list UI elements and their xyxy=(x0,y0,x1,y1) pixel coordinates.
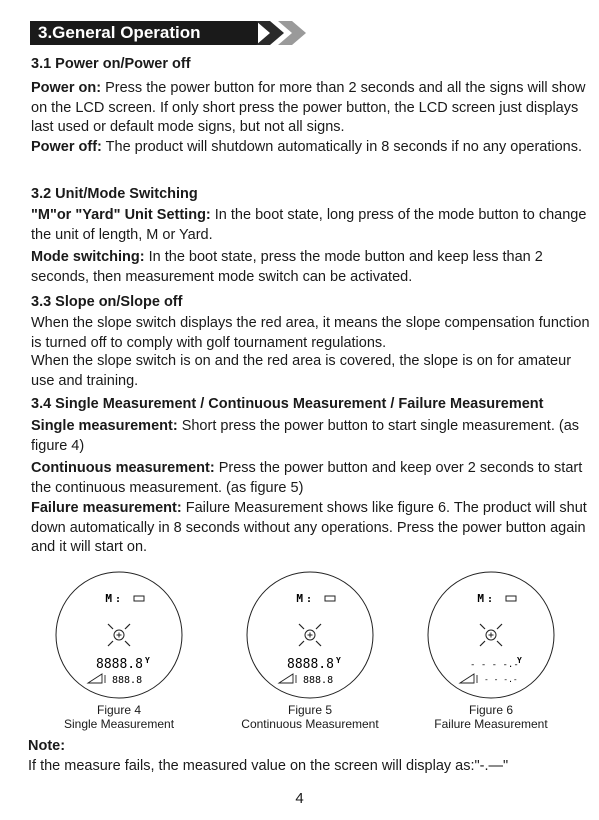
page-number: 4 xyxy=(295,790,304,807)
slope-on-paragraph: When the slope switch is on and the red area is covered, the slope is on for amateur use and training. xyxy=(31,353,572,389)
svg-text::: : xyxy=(487,594,494,605)
figure-6-display xyxy=(426,570,556,700)
section-title: 3.General Operation xyxy=(38,23,201,42)
crosshair-icon xyxy=(108,624,130,646)
note-label: Note: xyxy=(28,738,66,754)
power-on-paragraph xyxy=(31,79,591,138)
battery-icon xyxy=(134,596,144,601)
unit-setting-text: In the boot state, long press of the mode button to change the unit of length, M or Yard. xyxy=(31,207,587,243)
continuous-measurement-paragraph xyxy=(31,459,591,498)
mode-indicator: M xyxy=(477,592,484,605)
heading-unit-mode: 3.2 Unit/Mode Switching xyxy=(31,186,198,202)
failure-measurement-paragraph xyxy=(31,499,591,558)
single-measurement-text: Short press the power button to start single measurement. (as figure 4) xyxy=(31,418,580,454)
chevron-arrows-icon xyxy=(256,21,326,45)
figure-5-caption xyxy=(235,703,385,731)
unit-indicator: Y xyxy=(517,656,522,665)
battery-icon xyxy=(506,596,516,601)
power-off-paragraph xyxy=(31,138,591,158)
sub-readout: 888.8 xyxy=(112,675,143,686)
failure-measurement-text: Failure Measurement shows like figure 6. The product will shut down automatically in 8 seconds without any operations. Press the power button again and it will start on. xyxy=(31,500,587,555)
mode-switching-text: In the boot state, press the mode button and keep less than 2 seconds, then measurement mode switch can be activated. xyxy=(31,249,543,285)
power-off-text: The product will shutdown automatically in 8 seconds if no any operations. xyxy=(101,139,583,155)
slope-icon xyxy=(460,674,477,683)
svg-text::: : xyxy=(115,594,122,605)
figure-4-title: Single Measurement xyxy=(63,717,175,731)
failure-measurement-label: Failure measurement: xyxy=(31,500,182,516)
figure-5-display xyxy=(245,570,375,700)
figure-6-number: Figure 6 xyxy=(468,703,514,717)
mode-switching-paragraph xyxy=(31,248,591,287)
single-measurement-label: Single measurement: xyxy=(31,418,178,434)
continuous-measurement-label: Continuous measurement: xyxy=(31,460,215,476)
mode-indicator: M xyxy=(296,592,303,605)
sub-readout: 888.8 xyxy=(303,675,334,686)
crosshair-icon xyxy=(299,624,321,646)
slope-off-paragraph: When the slope switch displays the red area, it means the slope compensation function is turned off to comply with golf tournament regulations. xyxy=(31,315,590,351)
main-readout: 8888.8 xyxy=(287,657,334,672)
mode-switching-label: Mode switching: xyxy=(31,249,145,265)
figure-6-title: Failure Measurement xyxy=(434,717,548,731)
sub-readout: - - -.- xyxy=(484,675,518,684)
slope-icon xyxy=(279,674,296,683)
power-on-label: Power on: xyxy=(31,80,102,96)
unit-setting-label: "M"or "Yard" Unit Setting: xyxy=(31,207,211,223)
heading-slope: 3.3 Slope on/Slope off xyxy=(31,294,183,310)
figure-6-caption xyxy=(421,703,561,731)
power-off-label: Power off: xyxy=(31,139,102,155)
battery-icon xyxy=(325,596,335,601)
mode-indicator: M xyxy=(105,592,112,605)
main-readout: - - - -.- xyxy=(470,660,519,670)
unit-indicator: Y xyxy=(145,656,150,665)
figure-4-caption xyxy=(54,703,184,731)
figure-5-title: Continuous Measurement xyxy=(241,717,379,731)
figure-5-number: Figure 5 xyxy=(287,703,333,717)
svg-text::: : xyxy=(306,594,313,605)
slope-icon xyxy=(88,674,105,683)
single-measurement-paragraph xyxy=(31,417,591,456)
note-text: If the measure fails, the measured value on the screen will display as:"-.—" xyxy=(28,758,509,774)
heading-power: 3.1 Power on/Power off xyxy=(31,56,191,72)
figure-4-number: Figure 4 xyxy=(96,703,142,717)
main-readout: 8888.8 xyxy=(96,657,143,672)
unit-indicator: Y xyxy=(336,656,341,665)
unit-setting-paragraph xyxy=(31,206,591,245)
crosshair-icon xyxy=(480,624,502,646)
continuous-measurement-text: Press the power button and keep over 2 seconds to start the continuous measurement. (as figure 5) xyxy=(31,460,583,496)
power-on-text: Press the power button for more than 2 seconds and all the signs will show on the LCD screen. If only short press the power button, the LCD screen just displays last used or default mode signs, but not all signs. xyxy=(31,80,586,135)
figure-4-display xyxy=(54,570,184,700)
heading-measurement: 3.4 Single Measurement / Continuous Measurement / Failure Measurement xyxy=(31,396,544,412)
